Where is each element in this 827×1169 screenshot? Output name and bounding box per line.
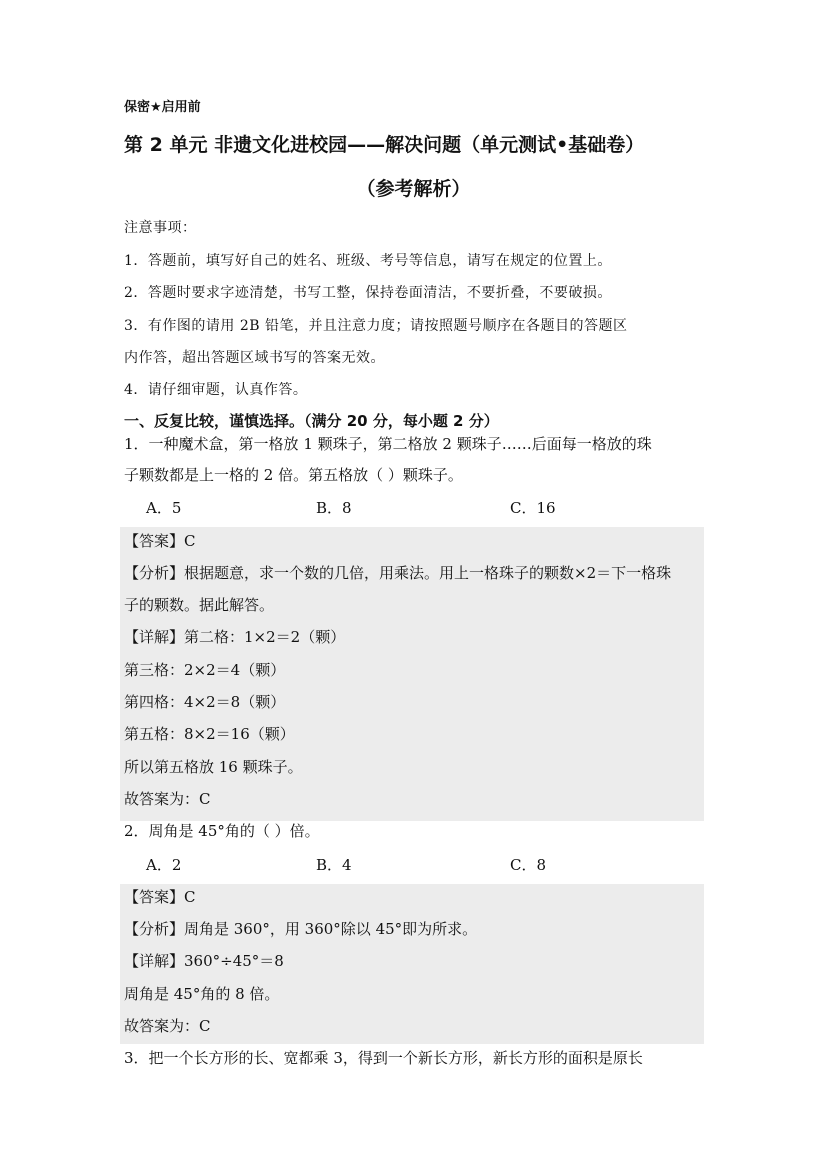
confidential-label: 保密★启用前 <box>124 100 201 115</box>
question-stem: 2．周角是 45°角的（ ）倍。 <box>124 822 320 840</box>
question-stem: 子颗数都是上一格的 2 倍。第五格放（ ）颗珠子。 <box>124 466 463 484</box>
answer-line: 【答案】C <box>124 532 196 550</box>
option-b: B．8 <box>316 499 352 517</box>
notice-item: 2．答题时要求字迹清楚，书写工整，保持卷面清洁，不要折叠，不要破损。 <box>124 285 612 301</box>
detail-line: 【详解】第二格：1×2＝2（颗） <box>124 628 346 646</box>
option-b: B．4 <box>316 856 352 874</box>
notice-heading: 注意事项： <box>124 220 197 236</box>
detail-line: 第三格：2×2＝4（颗） <box>124 661 286 679</box>
notice-item: 4．请仔细审题，认真作答。 <box>124 382 308 398</box>
question-stem: 3．把一个长方形的长、宽都乘 3，得到一个新长方形，新长方形的面积是原长 <box>124 1049 643 1067</box>
detail-line: 【详解】360°÷45°＝8 <box>124 952 284 970</box>
detail-line: 故答案为：C <box>124 1017 211 1035</box>
notice-item: 3．有作图的请用 2B 铅笔，并且注意力度；请按照题号顺序在各题目的答题区 <box>124 318 628 334</box>
detail-line: 周角是 45°角的 8 倍。 <box>124 985 280 1003</box>
document-subtitle: （参考解析） <box>356 178 471 200</box>
analysis-line: 子的颗数。据此解答。 <box>124 596 275 614</box>
option-c: C．8 <box>510 856 547 874</box>
option-a: A．2 <box>146 856 182 874</box>
option-a: A．5 <box>146 499 182 517</box>
detail-line: 故答案为：C <box>124 790 211 808</box>
option-c: C．16 <box>510 499 556 517</box>
document-title: 第 2 单元 非遗文化进校园——解决问题（单元测试•基础卷） <box>124 134 645 156</box>
analysis-line: 【分析】周角是 360°，用 360°除以 45°即为所求。 <box>124 920 478 938</box>
analysis-line: 【分析】根据题意，求一个数的几倍，用乘法。用上一格珠子的颗数×2＝下一格珠 <box>124 564 672 582</box>
answer-line: 【答案】C <box>124 888 196 906</box>
question-stem: 1．一种魔术盒，第一格放 1 颗珠子，第二格放 2 颗珠子……后面每一格放的珠 <box>124 435 652 453</box>
section-heading: 一、反复比较，谨慎选择。（满分 20 分，每小题 2 分） <box>124 412 499 430</box>
notice-item: 内作答，超出答题区域书写的答案无效。 <box>124 350 385 366</box>
notice-item: 1．答题前，填写好自己的姓名、班级、考号等信息，请写在规定的位置上。 <box>124 253 612 269</box>
detail-line: 第四格：4×2＝8（颗） <box>124 693 286 711</box>
detail-line: 所以第五格放 16 颗珠子。 <box>124 758 303 776</box>
detail-line: 第五格：8×2＝16（颗） <box>124 725 295 743</box>
